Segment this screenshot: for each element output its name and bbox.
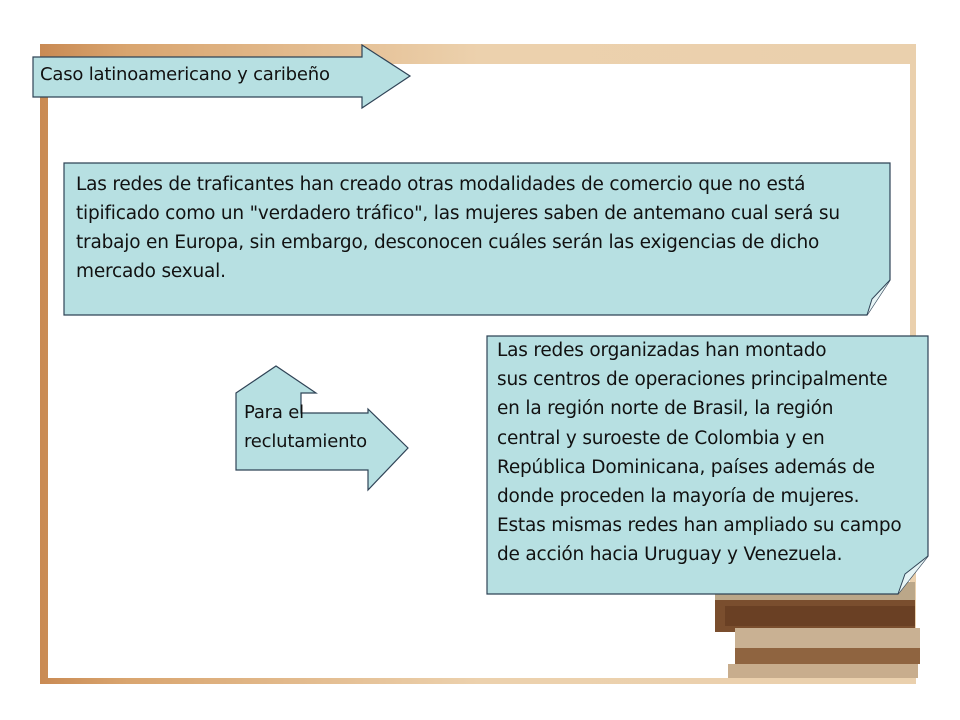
- top-note-text: Las redes de traficantes han creado otras modalidades de comercio que no está tipificado como un "verdadero tráfico", las mujeres saben de antemano cual será su trabajo en Europa, sin embargo, desconocen cuáles serán las exigencias de dicho mercado sexual.: [76, 174, 840, 282]
- right-note-text: Las redes organizadas han montado sus centros de operaciones principalmente en la región norte de Brasil, la región central y suroeste de Colombia y en República Dominicana, países además de donde proceden la mayoría de mujeres. Estas mismas redes han ampliado su campo de acción hacia Uruguay y Venezuela.: [497, 340, 902, 566]
- recruit-arrow-label: [244, 398, 404, 456]
- recruit-label-line2: reclutamiento: [244, 431, 367, 452]
- title-arrow-label: Caso latinoamericano y caribeño: [40, 64, 330, 85]
- recruit-label-line1: Para el: [244, 402, 304, 423]
